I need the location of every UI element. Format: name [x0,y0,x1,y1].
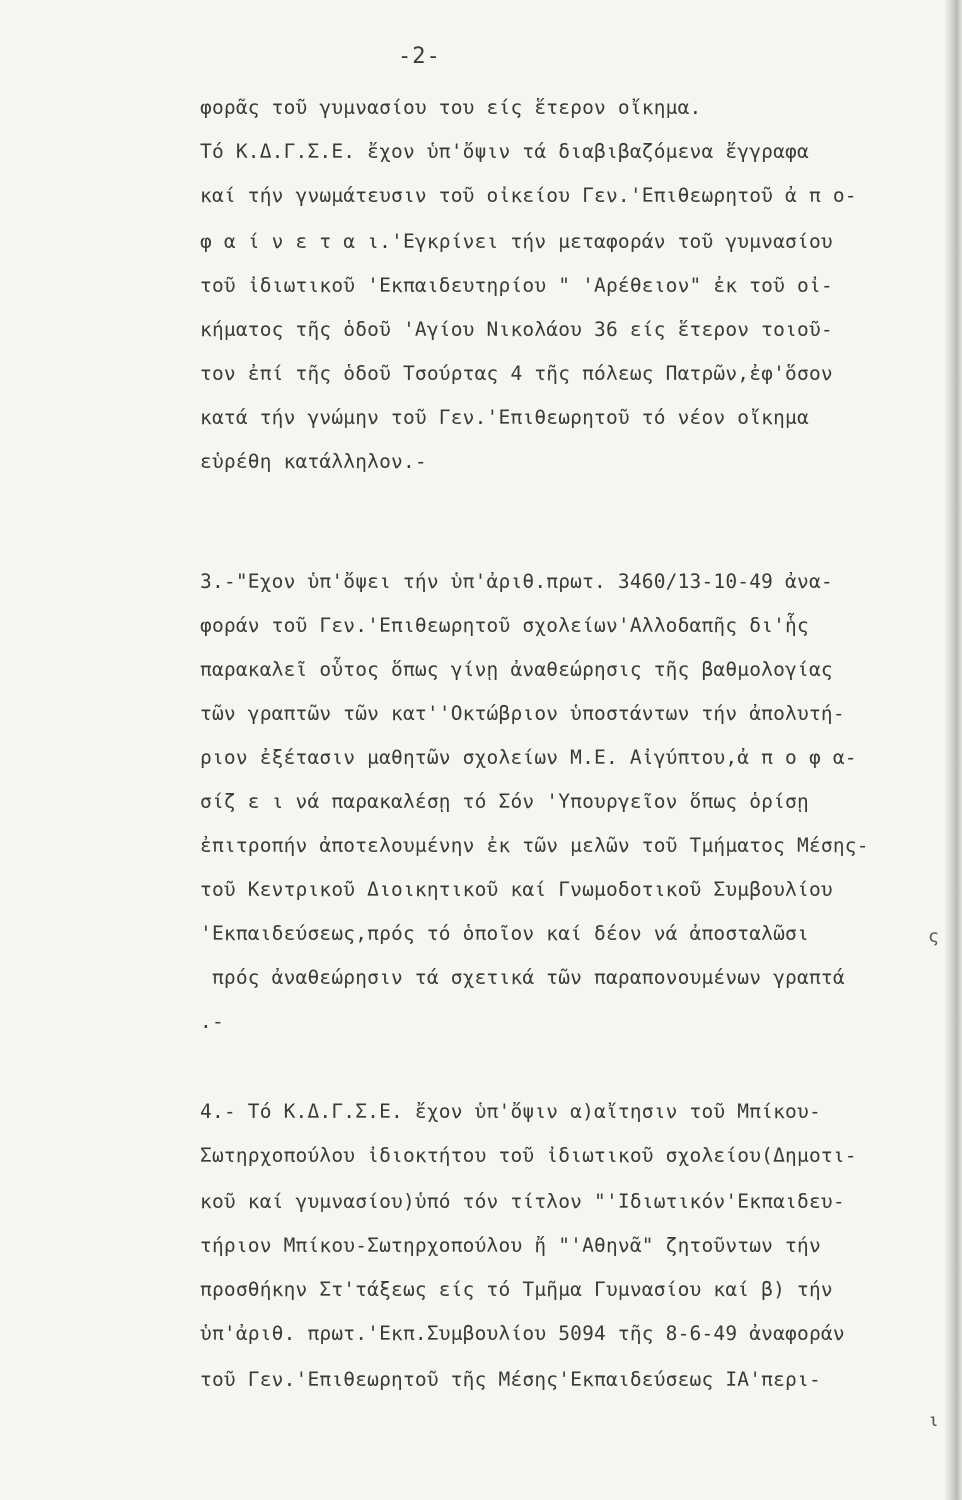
text-line: .- [200,1010,224,1033]
text-line: εὑρέθη κατάλληλον.- [200,450,427,473]
text-line: καί τήν γνωμάτευσιν τοῦ οἰκείου Γεν.'Επιθεωρητοῦ ἀ π ο- [200,184,857,207]
text-line: τοῦ ἰδιωτικοῦ 'Εκπαιδευτηρίου " 'Αρέθειον" ἐκ τοῦ οἰ- [200,274,833,297]
text-line: σίζ ε ι νά παρακαλέσῃ τό Σόν 'Υπουργεῖον ὅπως ὁρίσῃ [200,790,809,813]
text-line: Τό Κ.Δ.Γ.Σ.Ε. ἔχον ὑπ'ὄψιν τά διαβιβαζόμενα ἔγγραφα [200,140,809,163]
text-line: 4.- Τό Κ.Δ.Γ.Σ.Ε. ἔχον ὑπ'ὄψιν α)αἴτησιν τοῦ Μπίκου- [200,1100,821,1123]
margin-mark: ι [928,1410,939,1431]
text-line: 'Εκπαιδεύσεως,πρός τό ὁποῖον καί δέον νά ἀποσταλῶσι [200,922,809,945]
text-line: τον ἐπί τῆς ὁδοῦ Τσούρτας 4 τῆς πόλεως Πατρῶν,ἐφ'ὅσον [200,362,833,385]
text-line: τῶν γραπτῶν τῶν κατ''Οκτώβριον ὑποστάντων τήν ἀπολυτή- [200,702,845,725]
text-line: τήριον Μπίκου-Σωτηρχοπούλου ἤ "'Αθηνᾶ" ζητοῦντων τήν [200,1234,821,1257]
text-line: φορᾶς τοῦ γυμνασίου του είς ἕτερον οἴκημα. [200,96,702,119]
text-line: φοράν τοῦ Γεν.'Επιθεωρητοῦ σχολείων'Αλλοδαπῆς δι'ἧς [200,614,809,637]
text-line: φ α ί ν ε τ α ι.'Εγκρίνει τήν μεταφοράν τοῦ γυμνασίου [200,230,833,253]
text-line: τοῦ Κεντρικοῦ Διοικητικοῦ καί Γνωμοδοτικοῦ Συμβουλίου [200,878,833,901]
text-line: κατά τήν γνώμην τοῦ Γεν.'Επιθεωρητοῦ τό νέον οἴκημα [200,406,809,429]
text-line: 3.-"Εχον ὑπ'ὄψει τήν ὑπ'ἀριθ.πρωτ. 3460/13-10-49 ἀνα- [200,570,833,593]
margin-mark: ς [928,926,939,947]
text-line: ὑπ'ἀριθ. πρωτ.'Εκπ.Συμβουλίου 5094 τῆς 8-6-49 ἀναφοράν [200,1322,845,1345]
text-line: κοῦ καί γυμνασίου)ὑπό τόν τίτλον "'Ιδιωτικόν'Εκπαιδευ- [200,1190,845,1213]
text-line: πρός ἀναθεώρησιν τά σχετικά τῶν παραπονουμένων γραπτά [200,966,845,989]
text-line: Σωτηρχοπούλου ἰδιοκτήτου τοῦ ἰδιωτικοῦ σχολείου(Δημοτι- [200,1144,857,1167]
text-line: τοῦ Γεν.'Επιθεωρητοῦ τῆς Μέσης'Εκπαιδεύσεως ΙΑ'περι- [200,1368,821,1391]
text-line: ριον ἐξέτασιν μαθητῶν σχολείων Μ.Ε. Αἰγύπτου,ἀ π ο φ α- [200,746,857,769]
text-line: κήματος τῆς ὁδοῦ 'Αγίου Νικολάου 36 είς ἕτερον τοιοῦ- [200,318,833,341]
text-line: ἐπιτροπήν ἀποτελουμένην ἐκ τῶν μελῶν τοῦ Τμήματος Μέσης- [200,834,869,857]
page-edge-shadow [944,0,962,1500]
text-line: παρακαλεῖ οὗτος ὅπως γίνῃ ἀναθεώρησις τῆς βαθμολογίας [200,658,833,681]
page-number: -2- [398,44,441,69]
text-line: προσθήκην Στ'τάξεως είς τό Τμῆμα Γυμνασίου καί β) τήν [200,1278,833,1301]
